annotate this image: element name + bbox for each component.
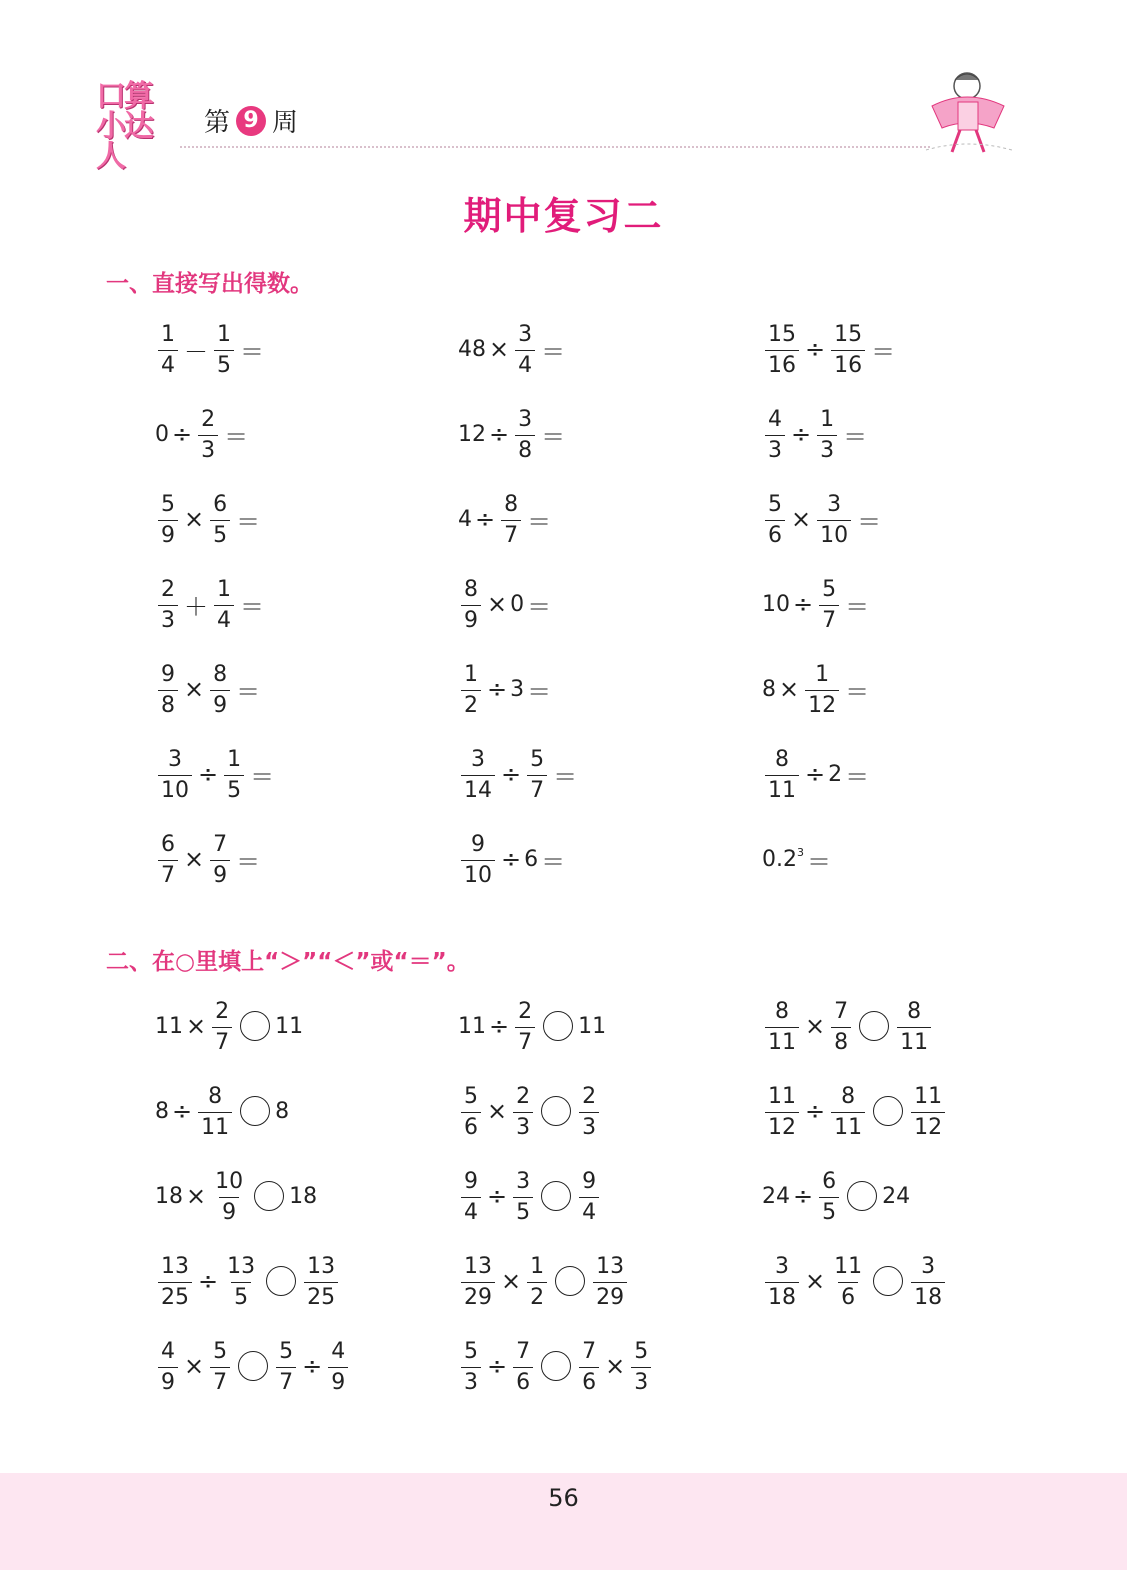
page-number: 56 (548, 1484, 579, 1512)
answer-circle[interactable] (541, 1096, 571, 1126)
section-1-heading: 一、直接写出得数。 (106, 271, 313, 297)
answer-circle[interactable] (541, 1351, 571, 1381)
compare-3-4: $\frac{3}{18}$ × $\frac{11}{6}$ $\frac{3}{18}$ (762, 1251, 948, 1311)
week-suffix: 周 (272, 108, 299, 138)
answer-circle[interactable] (555, 1266, 585, 1296)
problem-2-2: 12 ÷ $\frac{3}{8}$ ＝ (458, 406, 566, 463)
compare-1-4: $\frac{13}{25}$ ÷ $\frac{13}{5}$ $\frac{13}{25}$ (155, 1251, 341, 1311)
problem-2-7: $\frac{9}{10}$ ÷ 6 ＝ (458, 829, 568, 889)
compare-3-3: 24 ÷ $\frac{6}{5}$ 24 (762, 1168, 911, 1225)
compare-2-1: 11 ÷ $\frac{2}{7}$ 11 (458, 998, 607, 1055)
mascot-illustration (922, 66, 1017, 158)
compare-3-1: $\frac{8}{11}$ × $\frac{7}{8}$ $\frac{8}{11}$ (762, 996, 934, 1056)
answer-circle[interactable] (238, 1351, 268, 1381)
problem-2-5: $\frac{1}{2}$ ÷ 3 ＝ (458, 659, 554, 719)
problem-3-3: $\frac{5}{6}$ × $\frac{3}{10}$ ＝ (762, 489, 884, 549)
problem-1-5: $\frac{9}{8}$ × $\frac{8}{9}$ ＝ (155, 659, 263, 719)
problem-1-2: 0 ÷ $\frac{2}{3}$ ＝ (155, 406, 249, 463)
problem-2-4: $\frac{8}{9}$ × 0 ＝ (458, 574, 554, 634)
week-label (204, 102, 298, 139)
problem-3-1: $\frac{15}{16}$ ÷ $\frac{15}{16}$ ＝ (762, 319, 898, 379)
answer-circle[interactable] (543, 1011, 573, 1041)
logo-line-1: 口算 (96, 79, 152, 114)
compare-3-2: $\frac{11}{12}$ ÷ $\frac{8}{11}$ $\frac{11}{12}$ (762, 1081, 948, 1141)
book-logo (96, 79, 178, 174)
problem-1-3: $\frac{5}{9}$ × $\frac{6}{5}$ ＝ (155, 489, 263, 549)
answer-circle[interactable] (240, 1011, 270, 1041)
section-2-heading: 二、在○里填上“＞”“＜”或“＝”。 (106, 949, 470, 975)
problem-1-1: $\frac{1}{4}$ － $\frac{1}{5}$ ＝ (155, 319, 267, 379)
compare-2-5: $\frac{5}{3}$ ÷ $\frac{7}{6}$ $\frac{7}{6}$ × $\frac{5}{3}$ (458, 1336, 654, 1396)
header-divider (180, 146, 930, 148)
problem-3-7: $0.2^3$ ＝ (762, 846, 831, 876)
problem-1-4: $\frac{2}{3}$ ＋ $\frac{1}{4}$ ＝ (155, 574, 267, 634)
page-title: 期中复习二 (463, 194, 664, 238)
answer-circle[interactable] (859, 1011, 889, 1041)
compare-2-4: $\frac{13}{29}$ × $\frac{1}{2}$ $\frac{13}{29}$ (458, 1251, 630, 1311)
compare-2-3: $\frac{9}{4}$ ÷ $\frac{3}{5}$ $\frac{9}{4}$ (458, 1166, 602, 1226)
problem-1-7: $\frac{6}{7}$ × $\frac{7}{9}$ ＝ (155, 829, 263, 889)
answer-circle[interactable] (873, 1266, 903, 1296)
problem-3-4: 10 ÷ $\frac{5}{7}$ ＝ (762, 576, 870, 633)
answer-circle[interactable] (254, 1181, 284, 1211)
problem-1-6: $\frac{3}{10}$ ÷ $\frac{1}{5}$ ＝ (155, 744, 277, 804)
compare-1-5: $\frac{4}{9}$ × $\frac{5}{7}$ $\frac{5}{7}$ ÷ $\frac{4}{9}$ (155, 1336, 351, 1396)
problem-3-5: 8 × $\frac{1}{12}$ ＝ (762, 661, 870, 718)
answer-circle[interactable] (847, 1181, 877, 1211)
problem-2-6: $\frac{3}{14}$ ÷ $\frac{5}{7}$ ＝ (458, 744, 580, 804)
compare-1-1: 11 × $\frac{2}{7}$ 11 (155, 998, 304, 1055)
problem-3-6: $\frac{8}{11}$ ÷ 2 ＝ (762, 744, 872, 804)
answer-circle[interactable] (240, 1096, 270, 1126)
week-prefix: 第 (204, 108, 231, 138)
answer-circle[interactable] (873, 1096, 903, 1126)
answer-circle[interactable] (541, 1181, 571, 1211)
logo-line-2: 小达人 (96, 109, 152, 174)
compare-1-2: 8 ÷ $\frac{8}{11}$ 8 (155, 1083, 290, 1140)
problem-2-3: 4 ÷ $\frac{8}{7}$ ＝ (458, 491, 552, 548)
week-number-badge: 9 (236, 106, 266, 136)
compare-1-3: 18 × $\frac{10}{9}$ 18 (155, 1168, 318, 1225)
compare-2-2: $\frac{5}{6}$ × $\frac{2}{3}$ $\frac{2}{3}$ (458, 1081, 602, 1141)
answer-circle[interactable] (266, 1266, 296, 1296)
problem-2-1: 48 × $\frac{3}{4}$ ＝ (458, 321, 566, 378)
problem-3-2: $\frac{4}{3}$ ÷ $\frac{1}{3}$ ＝ (762, 404, 870, 464)
